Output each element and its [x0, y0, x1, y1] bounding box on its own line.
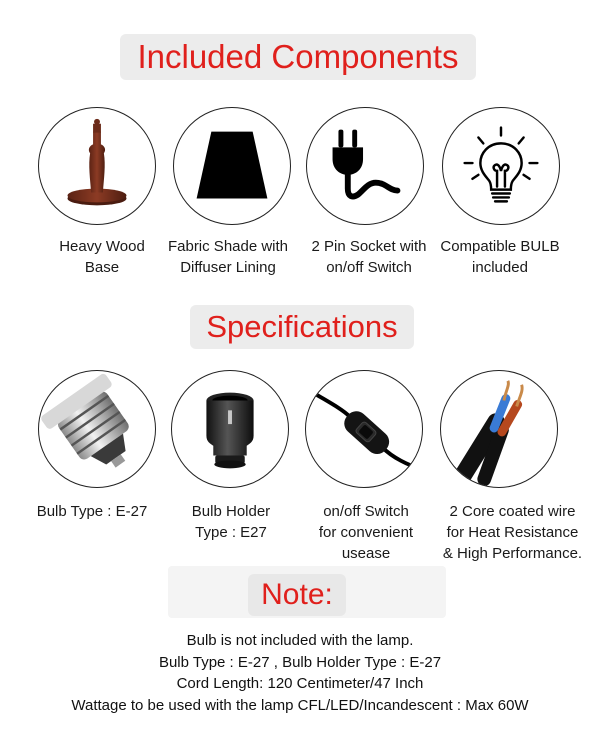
bulb-base-thread-icon	[38, 370, 156, 488]
note-title: Note:	[248, 574, 346, 616]
two-core-wire-icon	[440, 370, 558, 488]
note-line: Wattage to be used with the lamp CFL/LED/Incandescent : Max 60W	[71, 696, 529, 714]
note-text	[0, 630, 600, 716]
caption-socket-switch: 2 Pin Socket with on/off Switch	[311, 238, 427, 276]
caption-compatible-bulb: Compatible BULB included	[440, 238, 560, 276]
specifications-title: Specifications	[190, 305, 414, 349]
lampshade-icon	[173, 107, 291, 225]
inline-switch-icon	[305, 370, 423, 488]
plug-icon	[306, 107, 424, 225]
bulb-holder-icon	[171, 370, 289, 488]
note-line: Cord Length: 120 Centimeter/47 Inch	[176, 675, 424, 692]
caption-onoff-switch: on/off Switch for convenient usease	[318, 503, 414, 562]
wood-base-icon	[38, 107, 156, 225]
caption-fabric-shade: Fabric Shade with Diffuser Lining	[167, 238, 289, 276]
light-bulb-icon	[442, 107, 560, 225]
caption-bulb-holder: Bulb Holder Type : E27	[191, 503, 271, 541]
note-line: Bulb is not included with the lamp.	[186, 632, 414, 649]
caption-wood-base: Heavy Wood Base	[59, 238, 145, 276]
caption-two-core-wire: 2 Core coated wire for Heat Resistance & High Performance.	[442, 503, 583, 562]
included-components-title: Included Components	[120, 34, 476, 80]
note-line: Bulb Type : E-27 , Bulb Holder Type : E-27	[158, 653, 442, 671]
caption-bulb-type: Bulb Type : E-27	[36, 503, 148, 520]
